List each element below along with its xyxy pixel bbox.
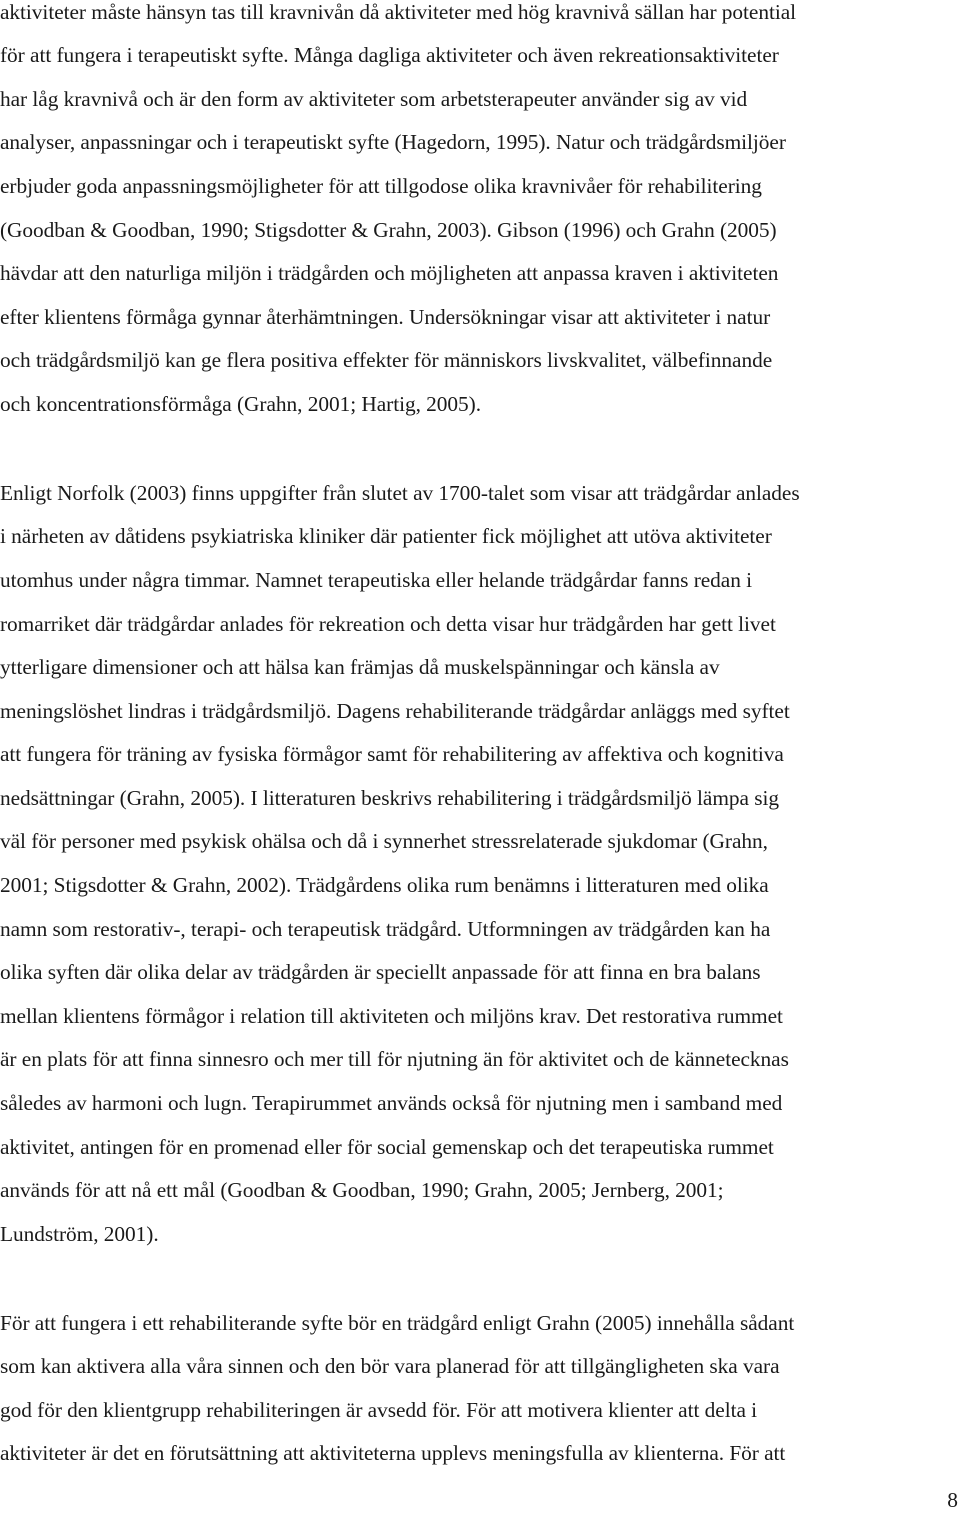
- text-line: god för den klientgrupp rehabiliteringen är avsedd för. För att motivera klienter att delta i: [0, 1398, 758, 1422]
- text-line: utomhus under några timmar. Namnet terapeutiska eller helande trädgårdar fanns redan i: [0, 568, 753, 592]
- text-line: ytterligare dimensioner och att hälsa kan främjas då muskelspänningar och känsla av: [0, 655, 720, 679]
- text-line: används för att nå ett mål (Goodban & Goodban, 1990; Grahn, 2005; Jernberg, 2001;: [0, 1178, 724, 1202]
- text-line: hävdar att den naturliga miljön i trädgården och möjligheten att anpassa kraven i aktiviteten: [0, 261, 779, 285]
- text-line: väl för personer med psykisk ohälsa och då i synnerhet stressrelaterade sjukdomar (Grahn,: [0, 829, 768, 853]
- text-line: Lundström, 2001).: [0, 1222, 159, 1246]
- text-line: mellan klientens förmågor i relation till aktiviteten och miljöns krav. Det restorativa rummet: [0, 1004, 783, 1028]
- text-line: i närheten av dåtidens psykiatriska kliniker där patienter fick möjlighet att utöva aktiviteter: [0, 524, 772, 548]
- text-line: meningslöshet lindras i trädgårdsmiljö. Dagens rehabiliterande trädgårdar anläggs med syftet: [0, 699, 790, 723]
- page-number: 8: [947, 1488, 958, 1512]
- text-line: aktivitet, antingen för en promenad eller för social gemenskap och det terapeutiska rummet: [0, 1135, 774, 1159]
- text-line: 2001; Stigsdotter & Grahn, 2002). Trädgårdens olika rum benämns i litteraturen med olika: [0, 873, 769, 897]
- text-line: för att fungera i terapeutiskt syfte. Många dagliga aktiviteter och även rekreationsaktiviteter: [0, 43, 779, 67]
- text-line: romarriket där trädgårdar anlades för rekreation och detta visar hur trädgården har gett livet: [0, 612, 776, 636]
- text-line: har låg kravnivå och är den form av aktiviteter som arbetsterapeuter använder sig av vid: [0, 87, 748, 111]
- text-line: erbjuder goda anpassningsmöjligheter för att tillgodose olika kravnivåer för rehabilitering: [0, 174, 762, 198]
- text-line: och koncentrationsförmåga (Grahn, 2001; Hartig, 2005).: [0, 392, 482, 416]
- text-line: aktiviteter är det en förutsättning att aktiviteterna upplevs meningsfulla av klienterna. För att: [0, 1441, 786, 1465]
- text-line: som kan aktivera alla våra sinnen och den bör vara planerad för att tillgängligheten ska vara: [0, 1354, 780, 1378]
- text-line: namn som restorativ-, terapi- och terapeutisk trädgård. Utformningen av trädgården kan ha: [0, 917, 771, 941]
- text-line: är en plats för att finna sinnesro och mer till för njutning än för aktivitet och de kännetecknas: [0, 1047, 789, 1071]
- text-line: att fungera för träning av fysiska förmågor samt för rehabilitering av affektiva och kognitiva: [0, 742, 784, 766]
- text-line: För att fungera i ett rehabiliterande syfte bör en trädgård enligt Grahn (2005) innehålla sådant: [0, 1311, 795, 1335]
- text-line: Enligt Norfolk (2003) finns uppgifter från slutet av 1700-talet som visar att trädgårdar anlades: [0, 481, 800, 505]
- text-line: aktiviteter måste hänsyn tas till kravnivån då aktiviteter med hög kravnivå sällan har potential: [0, 0, 797, 24]
- text-line: och trädgårdsmiljö kan ge flera positiva effekter för människors livskvalitet, välbefinnande: [0, 348, 773, 372]
- text-line: efter klientens förmåga gynnar återhämtningen. Undersökningar visar att aktiviteter i natur: [0, 305, 771, 329]
- text-line: analyser, anpassningar och i terapeutiskt syfte (Hagedorn, 1995). Natur och trädgårdsmiljöer: [0, 130, 786, 154]
- text-line: nedsättningar (Grahn, 2005). I litteraturen beskrivs rehabilitering i trädgårdsmiljö lämpa sig: [0, 786, 779, 810]
- text-line: således av harmoni och lugn. Terapirummet används också för njutning men i samband med: [0, 1091, 783, 1115]
- text-line: (Goodban & Goodban, 1990; Stigsdotter & Grahn, 2003). Gibson (1996) och Grahn (2005): [0, 218, 777, 242]
- text-line: olika syften där olika delar av trädgården är speciellt anpassade för att finna en bra balans: [0, 960, 761, 984]
